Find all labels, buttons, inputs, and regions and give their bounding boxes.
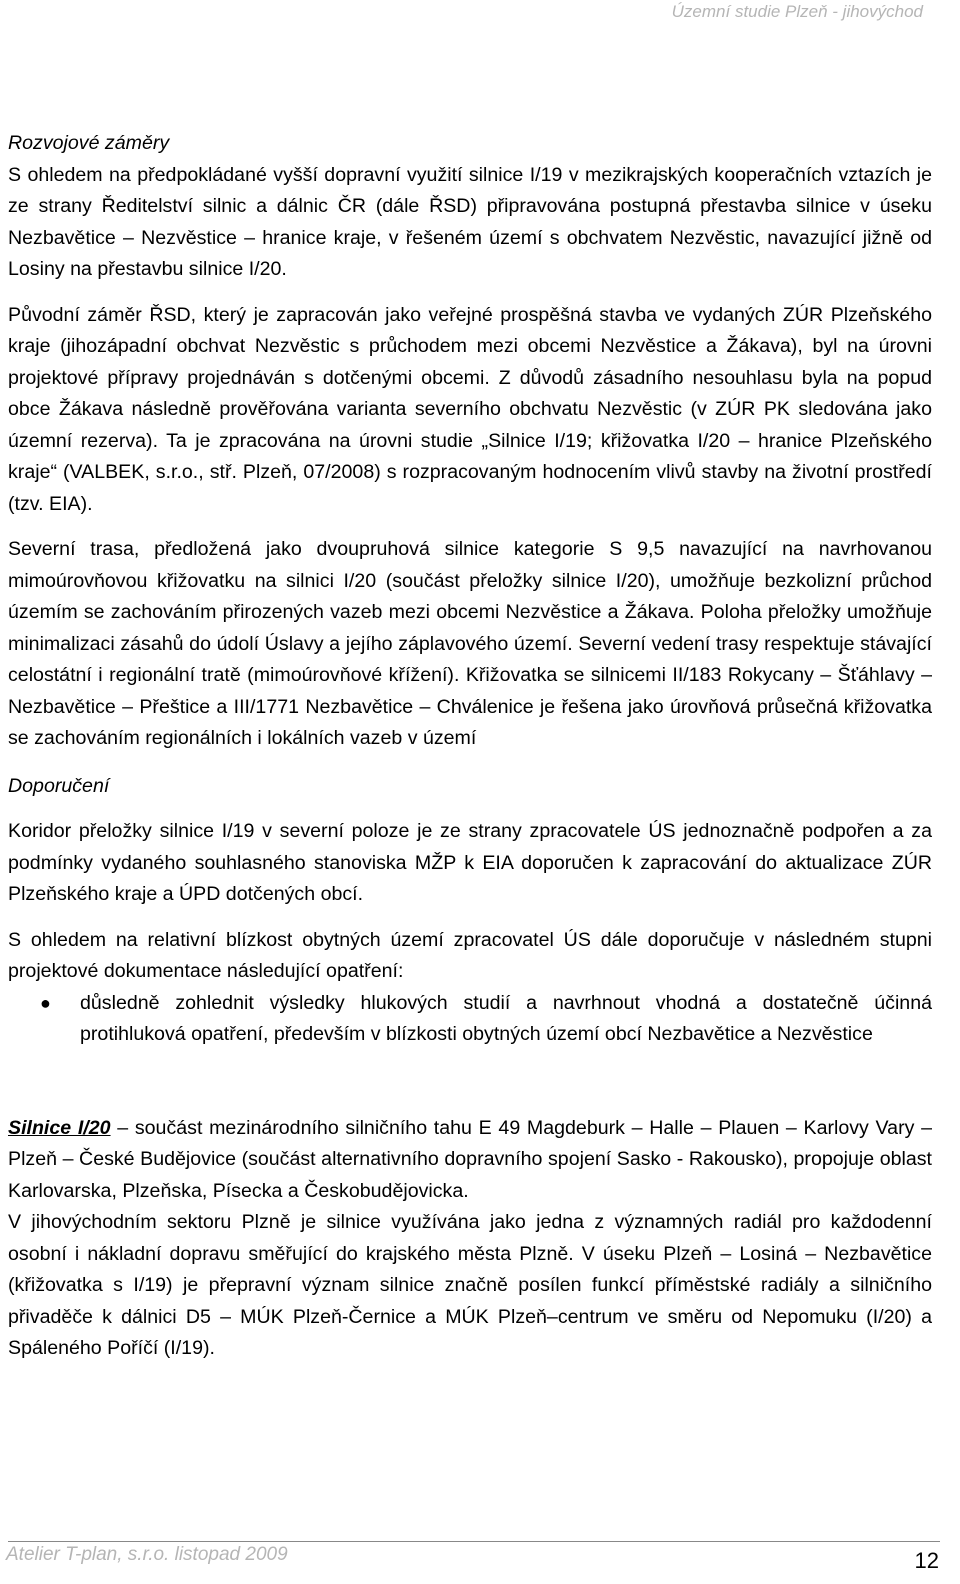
footer-company-date: Atelier T-plan, s.r.o. listopad 2009 — [6, 1544, 288, 1565]
list-item-text: důsledně zohlednit výsledky hlukových studií a navrhnout vhodná a dostatečně účinná protihluková opatření, především v blízkosti obytných území obcí Nezbavětice a Nezvěstice — [80, 991, 932, 1045]
paragraph: Původní záměr ŘSD, který je zapracován jako veřejné prospěšná stavba ve vydaných ZÚR Plzeňského kraje (jihozápadní obchvat Nezvěstic s průchodem mezi obcemi Nezvěstice a Žákava), byl na úrovni projektové přípravy projednáván s dotčenými obcemi. Z důvodů zásadního nesouhlasu byla na popud obce Žákava následně prověřována varianta severního obchvatu Nezvěstic (v ZÚR PK sledována jako územní rezerva). Ta je zpracována na úrovni studie „Silnice I/19; křižovatka I/20 – hranice Plzeňského kraje“ (VALBEK, s.r.o., stř. Plzeň, 07/2008) s rozpracovaným hodnocením vlivů stavby na životní prostředí (tzv. EIA). — [8, 303, 932, 515]
document-body — [8, 128, 932, 1365]
running-header: Územní studie Plzeň - jihovýchod — [671, 2, 923, 21]
footer-divider — [8, 1541, 940, 1542]
paragraph: S ohledem na předpokládané vyšší dopravní využití silnice I/19 v mezikrajských kooperačních vztazích je ze strany Ředitelství silnic a dálnic ČR (dále ŘSD) připravována postupná přestavba silnice v úseku Nezbavětice – Nezvěstice – hranice kraje, v řešeném území s obchvatem Nezvěstic, navazující jižně od Losiny na přestavbu silnice I/20. — [8, 163, 932, 280]
section-heading-development: Rozvojové záměry — [8, 132, 170, 154]
paragraph: V jihovýchodním sektoru Plzně je silnice využívána jako jedna z významných radiál pro každodenní osobní i nákladní dopravu směřující do krajského města Plzně. V úseku Plzeň – Losiná – Nezbavětice (křižovatka s I/19) je přepravní význam silnice značně posílen funkcí příměstské radiály a silničního přivaděče k dálnici D5 – MÚK Plzeň-Černice a MÚK Plzeň–centrum ve směru od Nepomuku (I/20) a Spáleného Poříčí (I/19). — [8, 1211, 932, 1359]
road-label: Silnice I/20 — [8, 1116, 111, 1139]
paragraph: S ohledem na relativní blízkost obytných území zpracovatel ÚS dále doporučuje v následném stupni projektové dokumentace následující opatření: — [8, 928, 932, 982]
paragraph-text: – součást mezinárodního silničního tahu E 49 Magdeburk – Halle – Plauen – Karlovy Vary – Plzeň – České Budějovice (součást alternativního dopravního spojení Sasko - Rakousko), propojuje oblast Karlovarska, Plzeňska, Písecka a Českobudějovicka. — [8, 1116, 932, 1202]
bullet-list — [8, 988, 932, 1051]
bullet-icon: ● — [40, 992, 51, 1013]
paragraph: Severní trasa, předložená jako dvoupruhová silnice kategorie S 9,5 navazující na navrhovanou mimoúrovňovou křižovatku na silnici I/20 (součást přeložky silnice I/20), umožňuje bezkolizní průchod územím se zachováním přirozených vazeb mezi obcemi Nezvěstice a Žákava. Poloha přeložky umožňuje minimalizaci zásahů do údolí Úslavy a jejího záplavového území. Severní vedení trasy respektuje stávající celostátní i regionální tratě (mimoúrovňové křížení). Křižovatka se silnicemi II/183 Rokycany – Šťáhlavy – Nezbavětice – Přeštice a III/1771 Nezbavětice – Chválenice je řešena jako úrovňová průsečná křižovatka se zachováním regionálních i lokálních vazeb v území — [8, 538, 932, 749]
paragraph: Koridor přeložky silnice I/19 v severní poloze je ze strany zpracovatele ÚS jednoznačně podpořen a za podmínky vydaného souhlasného stanoviska MŽP k EIA doporučen k zapracování do aktualizace ZÚR Plzeňského kraje a ÚPD dotčených obcí. — [8, 820, 932, 905]
paragraph-road-i20 — [8, 1113, 932, 1208]
section-heading-recommendation: Doporučení — [8, 774, 110, 797]
list-item — [8, 988, 932, 1051]
page-number: 12 — [914, 1548, 939, 1573]
